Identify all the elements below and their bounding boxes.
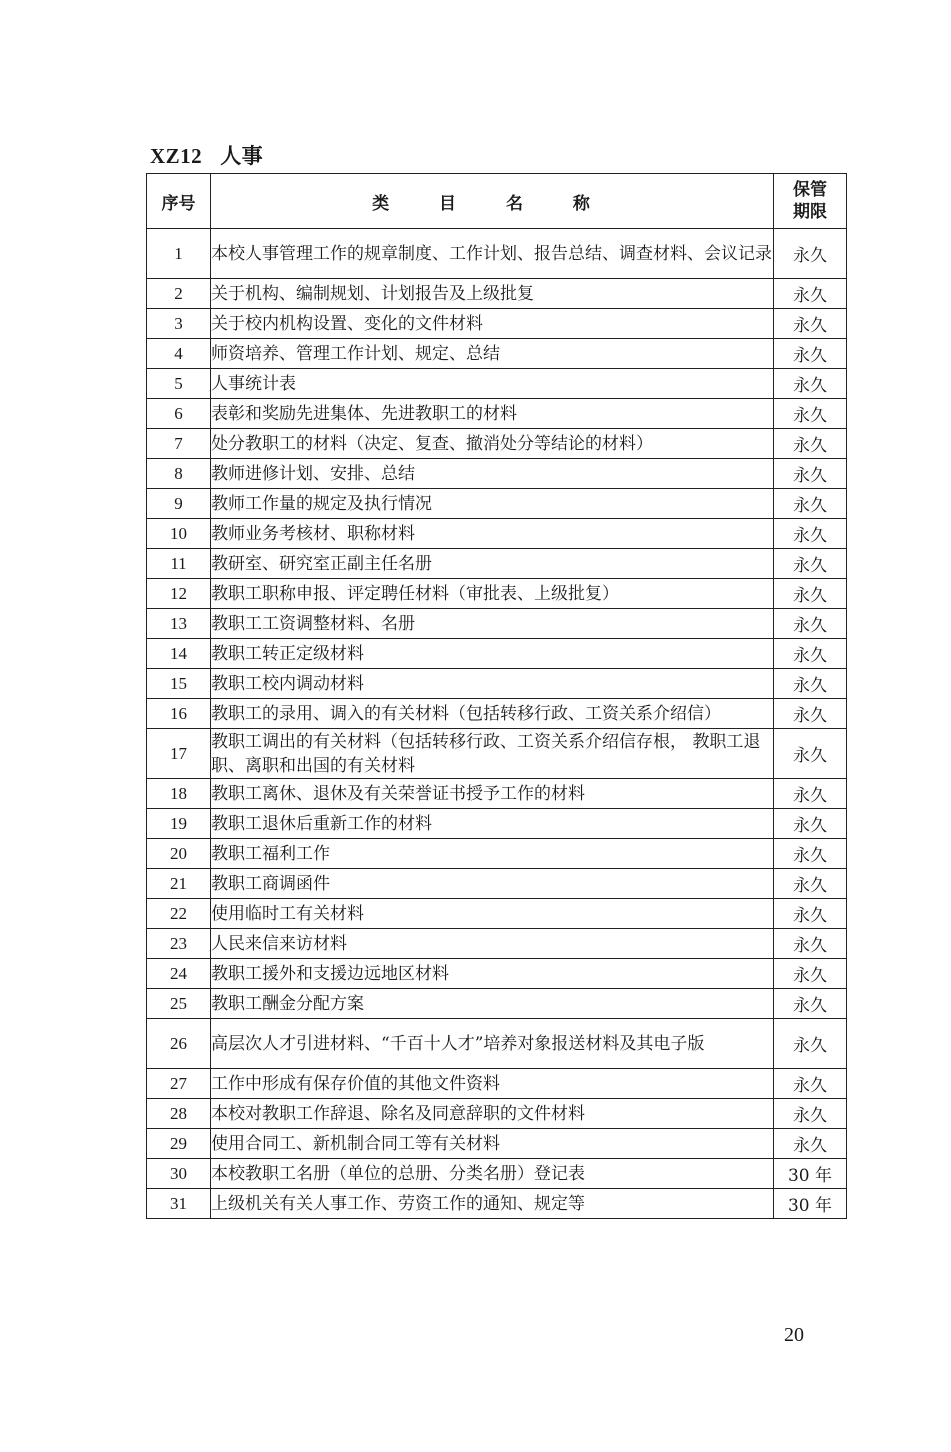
row-retention-period: 永久 xyxy=(774,309,847,339)
row-number: 22 xyxy=(147,899,211,929)
row-retention-period: 永久 xyxy=(774,519,847,549)
row-retention-period: 永久 xyxy=(774,699,847,729)
row-retention-period: 永久 xyxy=(774,369,847,399)
table-row xyxy=(147,639,847,669)
row-number: 19 xyxy=(147,809,211,839)
row-number: 12 xyxy=(147,579,211,609)
table-row xyxy=(147,869,847,899)
row-number: 1 xyxy=(147,229,211,279)
row-category-name: 教职工职称申报、评定聘任材料（审批表、上级批复） xyxy=(211,579,774,609)
row-retention-period: 永久 xyxy=(774,839,847,869)
row-retention-period: 永久 xyxy=(774,869,847,899)
row-number: 17 xyxy=(147,729,211,779)
table-row xyxy=(147,839,847,869)
row-category-name: 师资培养、管理工作计划、规定、总结 xyxy=(211,339,774,369)
table-row xyxy=(147,579,847,609)
row-retention-period: 永久 xyxy=(774,609,847,639)
table-row xyxy=(147,669,847,699)
row-category-name: 教职工工资调整材料、名册 xyxy=(211,609,774,639)
table-row xyxy=(147,1069,847,1099)
row-number: 14 xyxy=(147,639,211,669)
row-retention-period: 永久 xyxy=(774,1069,847,1099)
row-retention-period: 30 年 xyxy=(774,1159,847,1189)
row-category-name: 上级机关有关人事工作、劳资工作的通知、规定等 xyxy=(211,1189,774,1219)
column-header-name: 类 目 名 称 xyxy=(211,174,774,229)
row-number: 3 xyxy=(147,309,211,339)
row-category-name: 本校教职工名册（单位的总册、分类名册）登记表 xyxy=(211,1159,774,1189)
row-category-name: 关于校内机构设置、变化的文件材料 xyxy=(211,309,774,339)
row-number: 31 xyxy=(147,1189,211,1219)
row-category-name: 教职工商调函件 xyxy=(211,869,774,899)
table-row xyxy=(147,729,847,779)
table-row xyxy=(147,369,847,399)
table-row xyxy=(147,459,847,489)
row-retention-period: 永久 xyxy=(774,459,847,489)
table-row xyxy=(147,809,847,839)
table-row xyxy=(147,1159,847,1189)
row-retention-period: 永久 xyxy=(774,929,847,959)
table-row xyxy=(147,959,847,989)
row-category-name: 人事统计表 xyxy=(211,369,774,399)
row-category-name: 教职工福利工作 xyxy=(211,839,774,869)
row-number: 13 xyxy=(147,609,211,639)
row-number: 4 xyxy=(147,339,211,369)
row-category-name: 教职工退休后重新工作的材料 xyxy=(211,809,774,839)
column-header-no: 序号 xyxy=(147,174,211,229)
table-row xyxy=(147,609,847,639)
row-number: 15 xyxy=(147,669,211,699)
row-number: 9 xyxy=(147,489,211,519)
row-number: 24 xyxy=(147,959,211,989)
row-retention-period: 永久 xyxy=(774,549,847,579)
row-retention-period: 永久 xyxy=(774,229,847,279)
column-header-keep-line1: 保管 xyxy=(793,180,827,200)
column-header-keep xyxy=(774,174,847,229)
table-row xyxy=(147,519,847,549)
row-retention-period: 永久 xyxy=(774,399,847,429)
table-row xyxy=(147,899,847,929)
table-row xyxy=(147,989,847,1019)
row-retention-period: 永久 xyxy=(774,639,847,669)
row-category-name: 工作中形成有保存价值的其他文件资料 xyxy=(211,1069,774,1099)
row-number: 11 xyxy=(147,549,211,579)
row-number: 5 xyxy=(147,369,211,399)
row-category-name: 教师业务考核材、职称材料 xyxy=(211,519,774,549)
row-retention-period: 永久 xyxy=(774,669,847,699)
row-category-name: 使用合同工、新机制合同工等有关材料 xyxy=(211,1129,774,1159)
row-retention-period: 永久 xyxy=(774,809,847,839)
table-row xyxy=(147,1099,847,1129)
row-category-name: 教职工的录用、调入的有关材料（包括转移行政、工资关系介绍信） xyxy=(211,699,774,729)
row-retention-period: 永久 xyxy=(774,1099,847,1129)
row-number: 21 xyxy=(147,869,211,899)
row-number: 8 xyxy=(147,459,211,489)
row-retention-period: 永久 xyxy=(774,899,847,929)
table-row xyxy=(147,929,847,959)
category-code: XZ12 xyxy=(150,144,203,168)
row-category-name: 教职工援外和支援边远地区材料 xyxy=(211,959,774,989)
table-row xyxy=(147,1189,847,1219)
table-header-row xyxy=(147,174,847,229)
row-retention-period: 永久 xyxy=(774,339,847,369)
table-row xyxy=(147,309,847,339)
row-number: 27 xyxy=(147,1069,211,1099)
row-retention-period: 永久 xyxy=(774,1129,847,1159)
table-row xyxy=(147,1129,847,1159)
row-number: 2 xyxy=(147,279,211,309)
row-retention-period: 永久 xyxy=(774,989,847,1019)
row-number: 16 xyxy=(147,699,211,729)
row-number: 23 xyxy=(147,929,211,959)
page-title xyxy=(150,140,263,170)
page-number: 20 xyxy=(784,1324,804,1346)
category-title: 人事 xyxy=(220,143,264,168)
table-row xyxy=(147,339,847,369)
row-category-name: 教职工转正定级材料 xyxy=(211,639,774,669)
row-category-name: 教职工酬金分配方案 xyxy=(211,989,774,1019)
row-number: 7 xyxy=(147,429,211,459)
row-category-name: 关于机构、编制规划、计划报告及上级批复 xyxy=(211,279,774,309)
table-row xyxy=(147,549,847,579)
table-row xyxy=(147,429,847,459)
row-category-name: 教师进修计划、安排、总结 xyxy=(211,459,774,489)
row-category-name: 教职工调出的有关材料（包括转移行政、工资关系介绍信存根， 教职工退职、离职和出国的有关材料 xyxy=(211,729,774,779)
row-category-name: 本校人事管理工作的规章制度、工作计划、报告总结、调查材料、会议记录 xyxy=(211,229,774,279)
row-number: 10 xyxy=(147,519,211,549)
table-row xyxy=(147,699,847,729)
row-category-name: 使用临时工有关材料 xyxy=(211,899,774,929)
row-category-name: 本校对教职工作辞退、除名及同意辞职的文件材料 xyxy=(211,1099,774,1129)
table-row xyxy=(147,279,847,309)
row-number: 30 xyxy=(147,1159,211,1189)
row-category-name: 处分教职工的材料（决定、复查、撤消处分等结论的材料） xyxy=(211,429,774,459)
row-category-name: 教职工校内调动材料 xyxy=(211,669,774,699)
row-category-name: 教研室、研究室正副主任名册 xyxy=(211,549,774,579)
row-retention-period: 永久 xyxy=(774,729,847,779)
table-row xyxy=(147,1019,847,1069)
row-category-name: 人民来信来访材料 xyxy=(211,929,774,959)
row-retention-period: 永久 xyxy=(774,279,847,309)
row-category-name: 表彰和奖励先进集体、先进教职工的材料 xyxy=(211,399,774,429)
row-category-name: 教职工离休、退休及有关荣誉证书授予工作的材料 xyxy=(211,779,774,809)
row-retention-period: 永久 xyxy=(774,579,847,609)
row-number: 28 xyxy=(147,1099,211,1129)
row-retention-period: 30 年 xyxy=(774,1189,847,1219)
row-category-name: 教师工作量的规定及执行情况 xyxy=(211,489,774,519)
table-row xyxy=(147,229,847,279)
row-retention-period: 永久 xyxy=(774,1019,847,1069)
row-category-name: 高层次人才引进材料、“千百十人才”培养对象报送材料及其电子版 xyxy=(211,1019,774,1069)
column-header-keep-line2: 期限 xyxy=(793,202,827,222)
records-table xyxy=(146,173,847,1219)
row-number: 29 xyxy=(147,1129,211,1159)
table-row xyxy=(147,779,847,809)
row-retention-period: 永久 xyxy=(774,959,847,989)
row-retention-period: 永久 xyxy=(774,779,847,809)
row-number: 25 xyxy=(147,989,211,1019)
row-retention-period: 永久 xyxy=(774,429,847,459)
row-retention-period: 永久 xyxy=(774,489,847,519)
row-number: 6 xyxy=(147,399,211,429)
table-row xyxy=(147,489,847,519)
table-row xyxy=(147,399,847,429)
row-number: 26 xyxy=(147,1019,211,1069)
row-number: 20 xyxy=(147,839,211,869)
row-number: 18 xyxy=(147,779,211,809)
